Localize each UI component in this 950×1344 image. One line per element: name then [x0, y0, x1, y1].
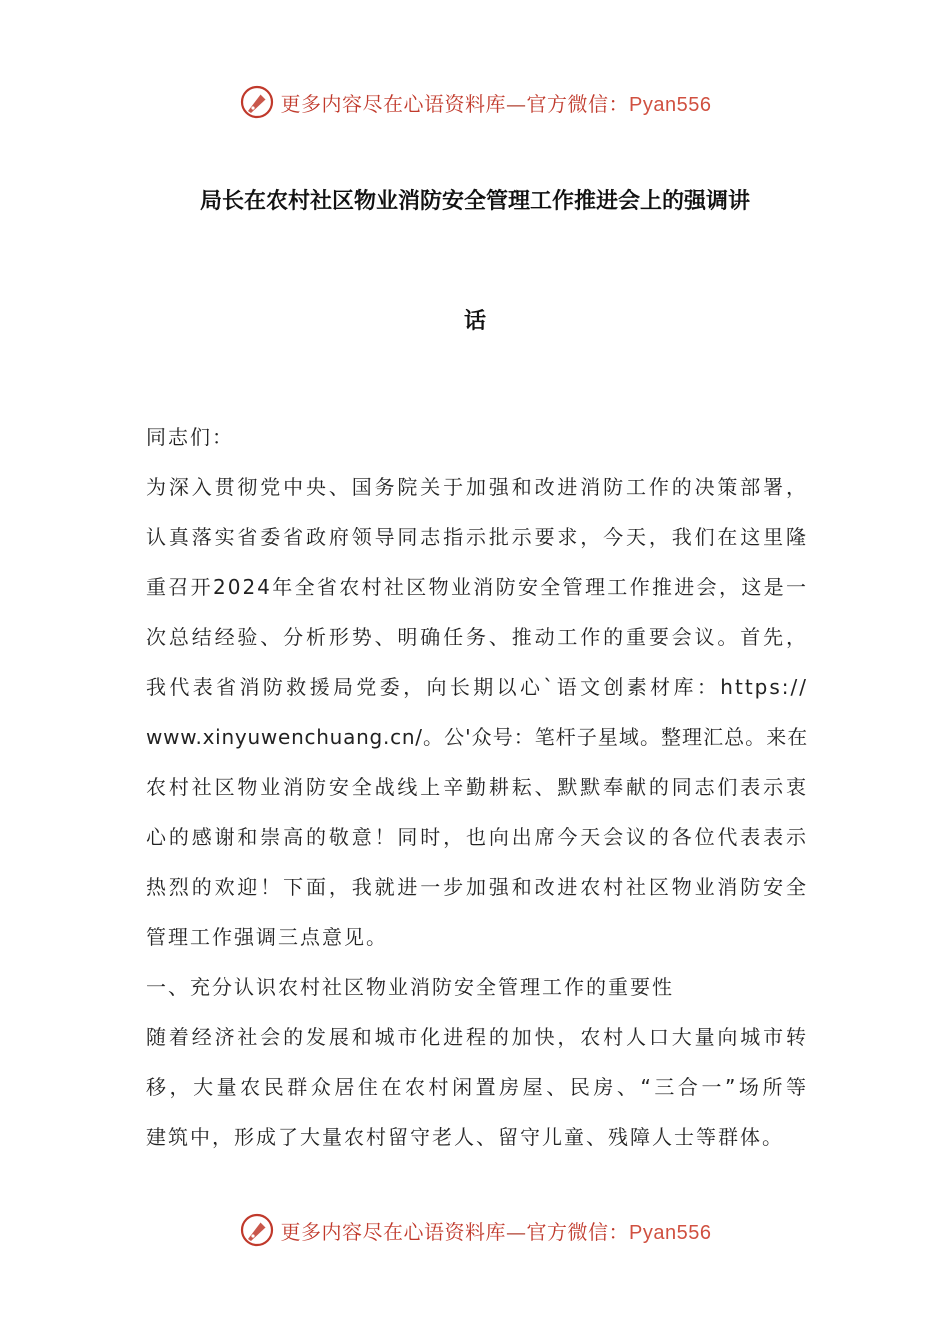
pen-nib-icon — [239, 84, 275, 120]
document-title-line-2: 话 — [463, 309, 486, 334]
pen-nib-icon — [239, 1212, 275, 1248]
banner-separator: — — [506, 1219, 527, 1244]
banner-text — [281, 88, 712, 117]
document-body — [146, 412, 808, 1162]
body-line: 热烈的欢迎！下面，我就进一步加强和改进农村社区物业消防安全 — [146, 875, 808, 899]
banner-main-text: 更多内容尽在心语资料库 — [280, 1219, 507, 1244]
body-line: 随着经济社会的发展和城市化进程的加快，农村人口大量向城市转 — [146, 1025, 808, 1049]
body-line: 农村社区物业消防安全战线上辛勤耕耘、默默奉献的同志们表示衷 — [146, 775, 808, 799]
header-banner — [0, 82, 950, 122]
body-line: 管理工作强调三点意见。 — [146, 925, 388, 949]
banner-separator: — — [506, 91, 527, 116]
body-line: 一、充分认识农村社区物业消防安全管理工作的重要性 — [146, 975, 674, 999]
body-line: 认真落实省委省政府领导同志指示批示要求，今天，我们在这里隆 — [146, 525, 808, 549]
body-line: 我代表省消防救援局党委，向长期以心`语文创素材库：https:// — [146, 675, 808, 699]
body-line: 重召开2024年全省农村社区物业消防安全管理工作推进会，这是一 — [146, 575, 808, 599]
banner-wechat-id: Pyan556 — [629, 1221, 712, 1244]
body-line: 移，大量农民群众居住在农村闲置房屋、民房、“三合一”场所等 — [146, 1075, 808, 1099]
document-title-line-1: 局长在农村社区物业消防安全管理工作推进会上的强调讲 — [199, 189, 750, 214]
body-line: 同志们： — [146, 425, 234, 449]
body-line: 次总结经验、分析形势、明确任务、推动工作的重要会议。首先， — [146, 625, 808, 649]
banner-main-text: 更多内容尽在心语资料库 — [280, 91, 507, 116]
banner-text — [281, 1216, 712, 1245]
body-line: 心的感谢和崇高的敬意！同时，也向出席今天会议的各位代表表示 — [146, 825, 808, 849]
banner-wechat-label: 官方微信： — [526, 91, 630, 116]
body-line: 为深入贯彻党中央、国务院关于加强和改进消防工作的决策部署， — [146, 475, 808, 499]
body-line: 建筑中，形成了大量农村留守老人、留守儿童、残障人士等群体。 — [146, 1125, 784, 1149]
footer-banner — [0, 1210, 950, 1250]
banner-wechat-label: 官方微信： — [526, 1219, 630, 1244]
body-line: www.xinyuwenchuang.cn/。公'众号：笔杆子星域。整理汇总。来在 — [146, 725, 808, 749]
banner-wechat-id: Pyan556 — [629, 93, 712, 116]
